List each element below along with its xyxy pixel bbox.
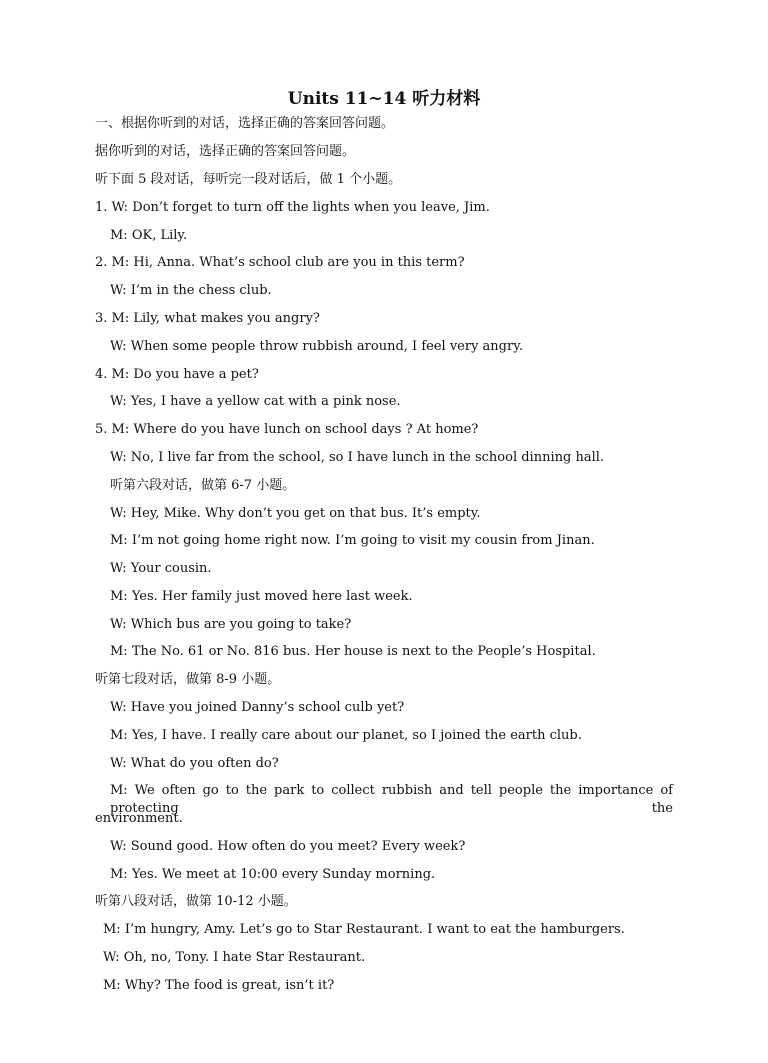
dialogue-line: W: Your cousin.	[110, 561, 212, 576]
dialogue-line: W: When some people throw rubbish around, I feel very angry.	[110, 339, 523, 354]
dialogue-line: W: Which bus are you going to take?	[110, 617, 352, 632]
document-title: Units 11~14 听力材料	[287, 89, 481, 109]
section-heading: 听第七段对话，做第 8-9 小题。	[95, 672, 281, 687]
dialogue-line: W: Yes, I have a yellow cat with a pink nose.	[110, 394, 401, 409]
dialogue-line: M: We often go to the park to collect rubbish and tell people the importance of protecting the	[110, 783, 673, 816]
dialogue-line: M: The No. 61 or No. 816 bus. Her house is next to the People’s Hospital.	[110, 644, 596, 659]
dialogue-line: 2. M: Hi, Anna. What’s school club are you in this term?	[95, 255, 465, 270]
dialogue-line: M: Yes. Her family just moved here last week.	[110, 589, 413, 604]
dialogue-line: W: What do you often do?	[110, 756, 279, 771]
dialogue-line: W: Hey, Mike. Why don’t you get on that bus. It’s empty.	[110, 506, 481, 521]
dialogue-line: 1. W: Don’t forget to turn off the lights when you leave, Jim.	[95, 200, 490, 215]
dialogue-line: M: I’m hungry, Amy. Let’s go to Star Restaurant. I want to eat the hamburgers.	[103, 922, 625, 937]
dialogue-line: M: Yes. We meet at 10:00 every Sunday morning.	[110, 867, 436, 882]
dialogue-line: W: Have you joined Danny’s school culb yet?	[110, 700, 405, 715]
instruction-line: 一、根据你听到的对话，选择正确的答案回答问题。	[95, 116, 395, 131]
dialogue-line-continuation: environment.	[95, 811, 183, 826]
dialogue-line: M: Yes, I have. I really care about our planet, so I joined the earth club.	[110, 728, 582, 743]
dialogue-line: 4. M: Do you have a pet?	[95, 367, 259, 382]
dialogue-line: 5. M: Where do you have lunch on school days ? At home?	[95, 422, 479, 437]
instruction-line: 据你听到的对话，选择正确的答案回答问题。	[95, 144, 356, 159]
instruction-line: 听下面 5 段对话，每听完一段对话后，做 1 个小题。	[95, 172, 402, 187]
dialogue-line: M: I’m not going home right now. I’m going to visit my cousin from Jinan.	[110, 533, 595, 548]
dialogue-line: 3. M: Lily, what makes you angry?	[95, 311, 320, 326]
dialogue-line: W: I’m in the chess club.	[110, 283, 272, 298]
section-heading: 听第八段对话，做第 10-12 小题。	[95, 894, 297, 909]
section-heading: 听第六段对话，做第 6-7 小题。	[110, 478, 296, 493]
dialogue-line: W: Sound good. How often do you meet? Every week?	[110, 839, 466, 854]
dialogue-line: W: No, I live far from the school, so I have lunch in the school dinning hall.	[110, 450, 605, 465]
dialogue-line: W: Oh, no, Tony. I hate Star Restaurant.	[103, 950, 366, 965]
dialogue-line: M: OK, Lily.	[110, 228, 188, 243]
dialogue-line: M: Why? The food is great, isn’t it?	[103, 978, 335, 993]
